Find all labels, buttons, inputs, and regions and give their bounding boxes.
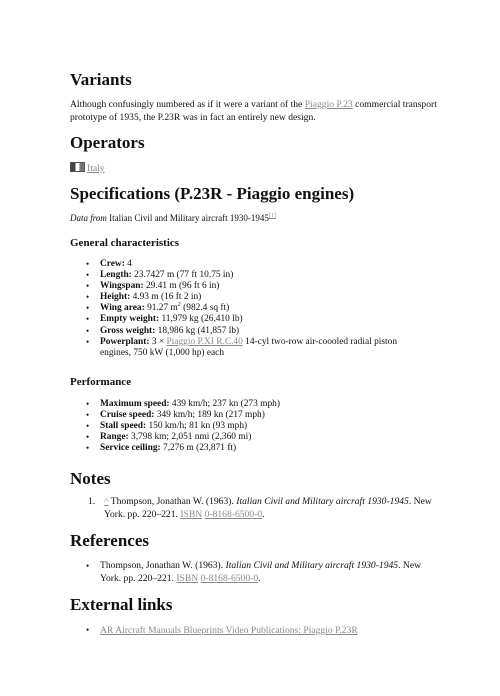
specifications-heading: Specifications (P.23R - Piaggio engines)	[70, 184, 355, 203]
performance-heading: Performance	[70, 376, 132, 388]
variants-text-before: Although confusingly numbered as if it were a variant of the	[70, 99, 305, 110]
reference-author: Thompson, Jonathan W. (1963).	[100, 560, 226, 571]
spec-label: Maximum speed:	[100, 399, 170, 409]
operators-list	[70, 162, 430, 176]
list-item	[70, 314, 430, 325]
note-number: 1.	[88, 496, 96, 507]
variants-text-after: commercial transport prototype of 1935, the P.23R was in fact an entirely new design.	[70, 99, 437, 123]
piaggio-p23-link[interactable]: Piaggio P.23	[304, 99, 353, 110]
list-item	[70, 421, 430, 432]
spec-value-after: 14-cyl two-row air-coooled radial piston engines, 750 kW (1,000 hp) each	[100, 336, 398, 358]
data-from-label: Data from	[70, 213, 107, 223]
ar-aircraft-manuals-link[interactable]: AR Aircraft Manuals Blueprints Video Publications: Piaggio P.23R	[100, 625, 358, 636]
performance-list	[70, 399, 430, 454]
spec-label: Empty weight:	[100, 314, 160, 325]
spec-value: 4.93 m (16 ft 2 in)	[130, 292, 202, 303]
spec-label: Wingspan:	[100, 281, 144, 292]
spec-label: Gross weight:	[100, 325, 156, 336]
variants-heading: Variants	[70, 70, 132, 89]
spec-label: Wing area:	[100, 303, 145, 314]
isbn-number-link[interactable]: 0-8168-6500-0	[200, 572, 259, 584]
operators-heading: Operators	[70, 133, 145, 152]
list-item	[70, 560, 430, 585]
general-characteristics-list	[70, 259, 430, 359]
spec-value: 439 km/h; 237 kn (273 mph)	[169, 399, 280, 409]
list-item	[70, 270, 430, 281]
spec-label: Range:	[100, 432, 129, 443]
spec-value: 29.41 m (96 ft 6 in)	[143, 281, 220, 292]
note-title: Italian Civil and Military aircraft 1930-1945	[236, 496, 409, 507]
list-item	[70, 399, 430, 410]
list-item	[70, 410, 430, 421]
spec-value: 11,979 kg (26,410 lb)	[159, 314, 243, 325]
list-item	[70, 303, 430, 314]
external-links-heading: External links	[70, 595, 173, 614]
reference-end: .	[258, 572, 261, 584]
piaggio-pxi-link[interactable]: Piaggio P.XI R.C.40	[166, 336, 243, 347]
list-item	[70, 337, 430, 359]
spec-value: 349 km/h; 189 kn (217 mph)	[154, 410, 265, 421]
note-end: .	[262, 508, 265, 520]
spec-value-after: (982.4 sq ft)	[180, 303, 230, 314]
list-item	[70, 432, 430, 443]
spec-value: 3 ×	[149, 336, 167, 347]
spec-label: Cruise speed:	[100, 410, 155, 421]
spec-value: 7,276 m (23,871 ft)	[160, 443, 237, 454]
spec-label: Stall speed:	[100, 421, 147, 432]
notes-heading: Notes	[70, 469, 111, 488]
spec-label: Service ceiling:	[100, 443, 161, 454]
spec-label: Height:	[100, 292, 131, 303]
note-publisher: . New York. pp. 220–221.	[104, 496, 432, 520]
spec-value: 3,798 km; 2,051 nmi (2,360 mi)	[128, 432, 252, 443]
variants-paragraph	[70, 99, 440, 124]
spec-value: 4	[124, 259, 132, 269]
data-from-source: Italian Civil and Military aircraft 1930-1945	[106, 213, 269, 223]
spec-value: 18,986 kg (41,857 lb)	[155, 325, 240, 336]
list-item	[70, 292, 430, 303]
external-links-list	[70, 625, 430, 636]
reference-marker-link[interactable]: [1]	[268, 213, 276, 219]
isbn-link[interactable]: ISBN	[176, 572, 199, 584]
list-item	[70, 625, 430, 636]
list-item	[70, 443, 430, 454]
spec-label: Crew:	[100, 259, 125, 269]
references-list	[70, 560, 430, 585]
isbn-number-link[interactable]: 0-8168-6500-0	[204, 508, 263, 520]
reference-title: Italian Civil and Military aircraft 1930-1945	[225, 560, 399, 571]
spec-label: Powerplant:	[100, 336, 150, 347]
spec-value: 91.27 m	[144, 303, 178, 314]
references-heading: References	[70, 531, 149, 550]
list-item	[70, 326, 430, 337]
spec-value: 23.7427 m (77 ft 10.75 in)	[131, 270, 234, 281]
italy-link[interactable]: Italy	[87, 163, 105, 174]
spec-value: 150 km/h; 81 kn (93 mph)	[146, 421, 248, 432]
note-item	[104, 496, 434, 521]
italy-flag-icon	[70, 162, 85, 172]
note-backlink[interactable]: ^	[104, 496, 109, 507]
list-item	[70, 259, 430, 270]
data-from-line	[70, 212, 430, 225]
spec-label: Length:	[100, 270, 132, 281]
general-characteristics-heading: General characteristics	[70, 237, 180, 249]
reference-publisher: . New York. pp. 220–221.	[100, 560, 422, 584]
superscript: 2	[177, 302, 181, 309]
isbn-link[interactable]: ISBN	[180, 508, 203, 520]
note-author: Thompson, Jonathan W. (1963).	[108, 496, 237, 507]
list-item	[70, 281, 430, 292]
